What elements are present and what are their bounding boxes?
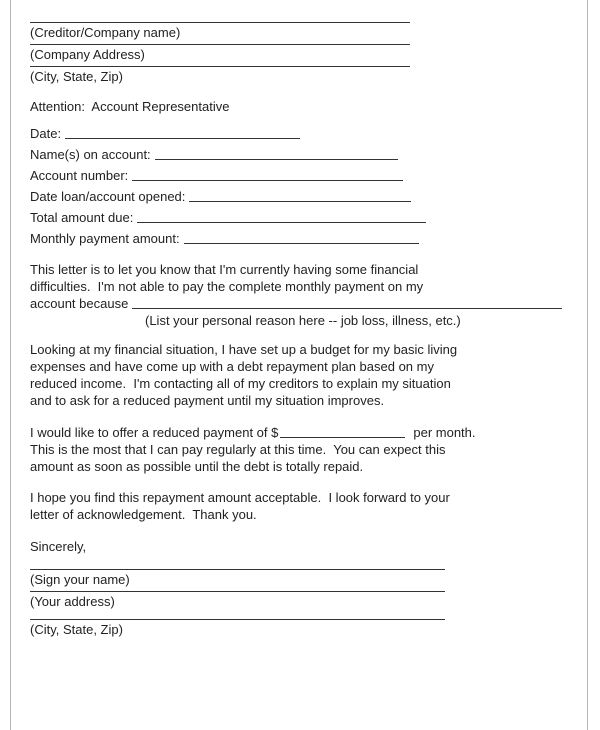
field-label: Date: [30,126,62,141]
field-blank [155,159,398,160]
paragraph-line: account because [30,296,129,311]
offer-prefix: I would like to offer a reduced payment of $ [30,425,279,440]
paragraph-line: This is the most that I can pay regularly at this time. You can expect this [30,442,446,457]
account-fields [30,121,570,247]
company-address-label: (Company Address) [30,47,145,62]
paragraph-acknowledgement [30,489,570,523]
paragraph-line: expenses and have come up with a debt repayment plan based on my [30,359,434,374]
sincerely: Sincerely, [30,539,87,554]
field-blank [132,180,403,181]
your-address-label: (Your address) [30,594,115,609]
signature-line [30,569,445,570]
your-address-line [30,591,445,592]
company-city-label: (City, State, Zip) [30,69,123,84]
field-label: Date loan/account opened: [30,189,186,204]
field-names-on-account [30,142,570,163]
company-city-line [30,66,410,67]
field-total-due [30,205,570,226]
paragraph-line: letter of acknowledgement. Thank you. [30,507,257,522]
field-blank [65,138,300,139]
company-address-line [30,44,410,45]
reason-hint: (List your personal reason here -- job loss, illness, etc.) [145,313,461,328]
field-label: Monthly payment amount: [30,231,180,246]
paragraph-line: amount as soon as possible until the debt is totally repaid. [30,459,364,474]
paragraph-offer [30,424,570,475]
sign-name-label: (Sign your name) [30,572,130,587]
letter-content [30,22,570,638]
field-date-opened [30,184,570,205]
field-blank [184,243,419,244]
field-blank [137,222,426,223]
your-city-line [30,619,445,620]
your-city-label: (City, State, Zip) [30,622,123,637]
creditor-name-label: (Creditor/Company name) [30,25,181,40]
offer-amount-blank [280,437,405,438]
paragraph-line: and to ask for a reduced payment until my situation improves. [30,393,385,408]
field-label: Name(s) on account: [30,147,151,162]
field-blank [189,201,411,202]
offer-suffix: per month. [413,425,476,440]
attention-line: Attention: Account Representative [30,99,230,114]
letter-page [10,0,588,730]
paragraph-line: I hope you find this repayment amount acceptable. I look forward to your [30,490,450,505]
offer-row [30,424,570,441]
reason-row [30,295,570,312]
field-monthly-payment [30,226,570,247]
paragraph-line: reduced income. I'm contacting all of my creditors to explain my situation [30,376,451,391]
creditor-name-line [30,22,410,23]
paragraph-financial-difficulties [30,261,570,329]
paragraph-line: Looking at my financial situation, I have set up a budget for my basic living [30,342,458,357]
reason-blank [132,308,562,309]
paragraph-line: This letter is to let you know that I'm currently having some financial [30,262,419,277]
field-label: Total amount due: [30,210,134,225]
field-label: Account number: [30,168,129,183]
paragraph-line: difficulties. I'm not able to pay the complete monthly payment on my [30,279,424,294]
field-date [30,121,570,142]
field-account-number [30,163,570,184]
paragraph-budget [30,341,570,409]
